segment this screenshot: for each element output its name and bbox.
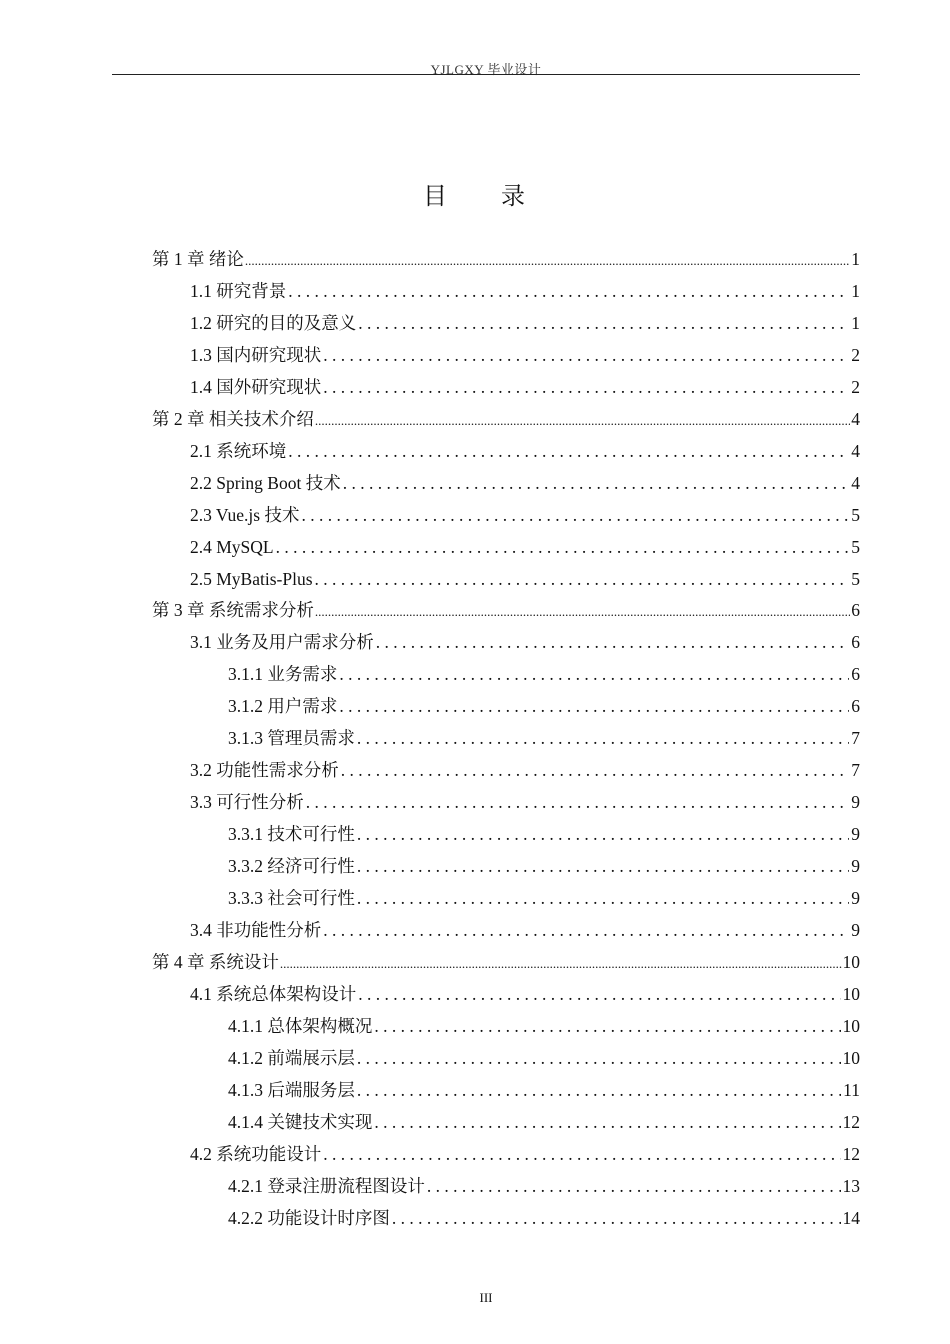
toc-entry-label: 第 1 章 绪论 xyxy=(152,249,244,269)
toc-entry[interactable] xyxy=(190,915,860,945)
toc-entry[interactable] xyxy=(190,436,860,466)
toc-entry[interactable] xyxy=(190,627,860,657)
toc-entry-label: 3.3.3 社会可行性 xyxy=(228,888,355,908)
toc-entry-page: 7 xyxy=(851,728,860,749)
toc-entry-page: 4 xyxy=(851,440,860,461)
toc-entry-label: 2.2 Spring Boot 技术 xyxy=(190,472,341,493)
toc-dot-leader xyxy=(245,244,850,276)
toc-entry-label: 4.1.2 前端展示层 xyxy=(228,1047,355,1068)
toc-entry[interactable] xyxy=(228,659,860,689)
toc-entry[interactable] xyxy=(190,500,860,530)
toc-chapter-entry[interactable] xyxy=(152,404,860,434)
toc-entry-page: 9 xyxy=(851,824,860,845)
toc-entry-page: 10 xyxy=(842,1015,860,1036)
toc-dot-leader xyxy=(358,308,849,338)
toc-entry-page: 10 xyxy=(842,951,860,972)
toc-dot-leader xyxy=(315,595,850,627)
toc-entry[interactable] xyxy=(228,883,860,913)
toc-entry-label: 3.1 业务及用户需求分析 xyxy=(190,632,374,653)
toc-dot-leader xyxy=(357,819,849,849)
toc-entry[interactable] xyxy=(190,564,860,594)
toc-entry-page: 6 xyxy=(851,600,860,621)
toc-entry-label: 3.4 非功能性分析 xyxy=(190,919,322,940)
toc-entry[interactable] xyxy=(228,1171,860,1201)
toc-entry-page: 6 xyxy=(851,632,860,653)
toc-entry-label: 4.2.1 登录注册流程图设计 xyxy=(228,1175,425,1196)
toc-dot-leader xyxy=(427,1171,841,1201)
toc-dot-leader xyxy=(315,404,850,436)
toc-dot-leader xyxy=(341,755,850,785)
toc-dot-leader xyxy=(358,979,840,1009)
toc-entry-page: 1 xyxy=(851,280,860,301)
toc-dot-leader xyxy=(357,883,849,913)
toc-entry-page: 9 xyxy=(851,919,860,940)
toc-entry[interactable] xyxy=(190,755,860,785)
toc-entry-page: 9 xyxy=(851,792,860,813)
toc-entry-label: 3.3.2 经济可行性 xyxy=(228,856,355,877)
toc-entry-label: 4.1.3 后端服务层 xyxy=(228,1079,355,1100)
toc-entry-label: 2.5 MyBatis-Plus xyxy=(190,568,313,589)
toc-entry-label: 4.1.4 关键技术实现 xyxy=(228,1111,373,1132)
toc-entry[interactable] xyxy=(228,1075,860,1105)
toc-entry[interactable] xyxy=(190,468,860,498)
toc-entry[interactable] xyxy=(228,691,860,721)
toc-entry-label: 1.4 国外研究现状 xyxy=(190,376,322,397)
toc-entry[interactable] xyxy=(228,1011,860,1041)
toc-dot-leader xyxy=(323,915,849,945)
toc-entry-page: 9 xyxy=(851,888,860,908)
toc-entry-label: 3.3 可行性分析 xyxy=(190,792,304,813)
toc-entry[interactable] xyxy=(228,1043,860,1073)
toc-entry-label: 第 4 章 系统设计 xyxy=(152,951,279,972)
toc-entry-label: 4.2 系统功能设计 xyxy=(190,1143,322,1164)
toc-entry-page: 9 xyxy=(851,856,860,877)
header-rule xyxy=(112,74,860,75)
toc-entry-label: 3.1.2 用户需求 xyxy=(228,696,338,717)
toc-entry-page: 6 xyxy=(851,664,860,685)
toc-dot-leader xyxy=(357,723,849,753)
toc-entry[interactable] xyxy=(228,851,860,881)
toc-dot-leader xyxy=(323,372,849,402)
toc-entry-label: 3.2 功能性需求分析 xyxy=(190,760,339,781)
toc-entry-page: 11 xyxy=(843,1079,860,1100)
toc-entry-label: 4.1 系统总体架构设计 xyxy=(190,983,357,1004)
toc-entry-label: 第 2 章 相关技术介绍 xyxy=(152,408,314,429)
toc-dot-leader xyxy=(357,851,849,881)
toc-dot-leader xyxy=(280,947,842,979)
toc-entry-page: 5 xyxy=(851,504,860,525)
toc-entry[interactable] xyxy=(190,979,860,1009)
toc-entry-label: 2.4 MySQL xyxy=(190,536,274,557)
toc-dot-leader xyxy=(374,1011,840,1041)
toc-entry-label: 1.1 研究背景 xyxy=(190,280,287,301)
toc-dot-leader xyxy=(276,532,850,562)
toc-entry[interactable] xyxy=(228,1107,860,1137)
toc-entry[interactable] xyxy=(228,819,860,849)
toc-dot-leader xyxy=(339,691,849,721)
toc-entry-label: 2.3 Vue.js 技术 xyxy=(190,504,300,525)
toc-entry-page: 10 xyxy=(842,983,860,1004)
toc-chapter-entry[interactable] xyxy=(152,244,860,274)
toc-dot-leader xyxy=(301,500,849,530)
toc-entry[interactable] xyxy=(190,1139,860,1169)
toc-dot-leader xyxy=(323,340,849,370)
toc-entry-page: 14 xyxy=(842,1207,860,1228)
toc-entry-page: 1 xyxy=(851,312,860,333)
toc-entry-page: 4 xyxy=(851,472,860,493)
toc-entry-page: 10 xyxy=(842,1047,860,1068)
toc-dot-leader xyxy=(392,1203,841,1233)
running-header: YJLGXY 毕业设计 xyxy=(430,62,542,77)
toc-dot-leader xyxy=(357,1043,841,1073)
toc-dot-leader xyxy=(357,1075,841,1105)
toc-dot-leader xyxy=(343,468,850,498)
page-number: III xyxy=(479,1290,493,1305)
toc-entry-page: 6 xyxy=(851,696,860,717)
toc-entry-label: 第 3 章 系统需求分析 xyxy=(152,600,314,621)
toc-title: 目 录 xyxy=(423,184,549,210)
toc-entry[interactable] xyxy=(190,340,860,370)
toc-entry-page: 2 xyxy=(851,344,860,365)
toc-entry-page: 12 xyxy=(842,1143,860,1164)
toc-entry[interactable] xyxy=(190,532,860,562)
toc-entry-page: 2 xyxy=(851,376,860,397)
toc-entry[interactable] xyxy=(228,723,860,753)
toc-entry-label: 1.2 研究的目的及意义 xyxy=(190,312,357,333)
toc-entry-label: 1.3 国内研究现状 xyxy=(190,344,322,365)
toc-entry-label: 3.3.1 技术可行性 xyxy=(228,824,355,845)
toc-entry-label: 4.1.1 总体架构概况 xyxy=(228,1015,373,1036)
toc-entry-label: 4.2.2 功能设计时序图 xyxy=(228,1207,390,1228)
toc-entry-label: 2.1 系统环境 xyxy=(190,440,287,461)
toc-dot-leader xyxy=(288,436,849,466)
toc-entry[interactable] xyxy=(228,1203,860,1233)
toc-dot-leader xyxy=(339,659,849,689)
toc-entry-page: 5 xyxy=(851,568,860,589)
toc-entry[interactable] xyxy=(190,276,860,306)
toc-entry-label: 3.1.1 业务需求 xyxy=(228,664,338,685)
toc-entry-page: 1 xyxy=(851,249,860,269)
toc-dot-leader xyxy=(374,1107,840,1137)
toc-entry[interactable] xyxy=(190,308,860,338)
toc-dot-leader xyxy=(315,564,850,594)
toc-entry-label: 3.1.3 管理员需求 xyxy=(228,728,355,749)
toc-dot-leader xyxy=(288,276,849,306)
toc-entry-page: 4 xyxy=(851,408,860,429)
toc-entry-page: 13 xyxy=(842,1175,860,1196)
toc-dot-leader xyxy=(323,1139,840,1169)
toc-entry-page: 5 xyxy=(851,536,860,557)
toc-chapter-entry[interactable] xyxy=(152,947,860,977)
toc-entry[interactable] xyxy=(190,372,860,402)
toc-dot-leader xyxy=(376,627,850,657)
toc-entry[interactable] xyxy=(190,787,860,817)
toc-chapter-entry[interactable] xyxy=(152,595,860,625)
toc-dot-leader xyxy=(306,787,850,817)
toc-entry-page: 7 xyxy=(851,760,860,781)
toc-entry-page: 12 xyxy=(842,1111,860,1132)
